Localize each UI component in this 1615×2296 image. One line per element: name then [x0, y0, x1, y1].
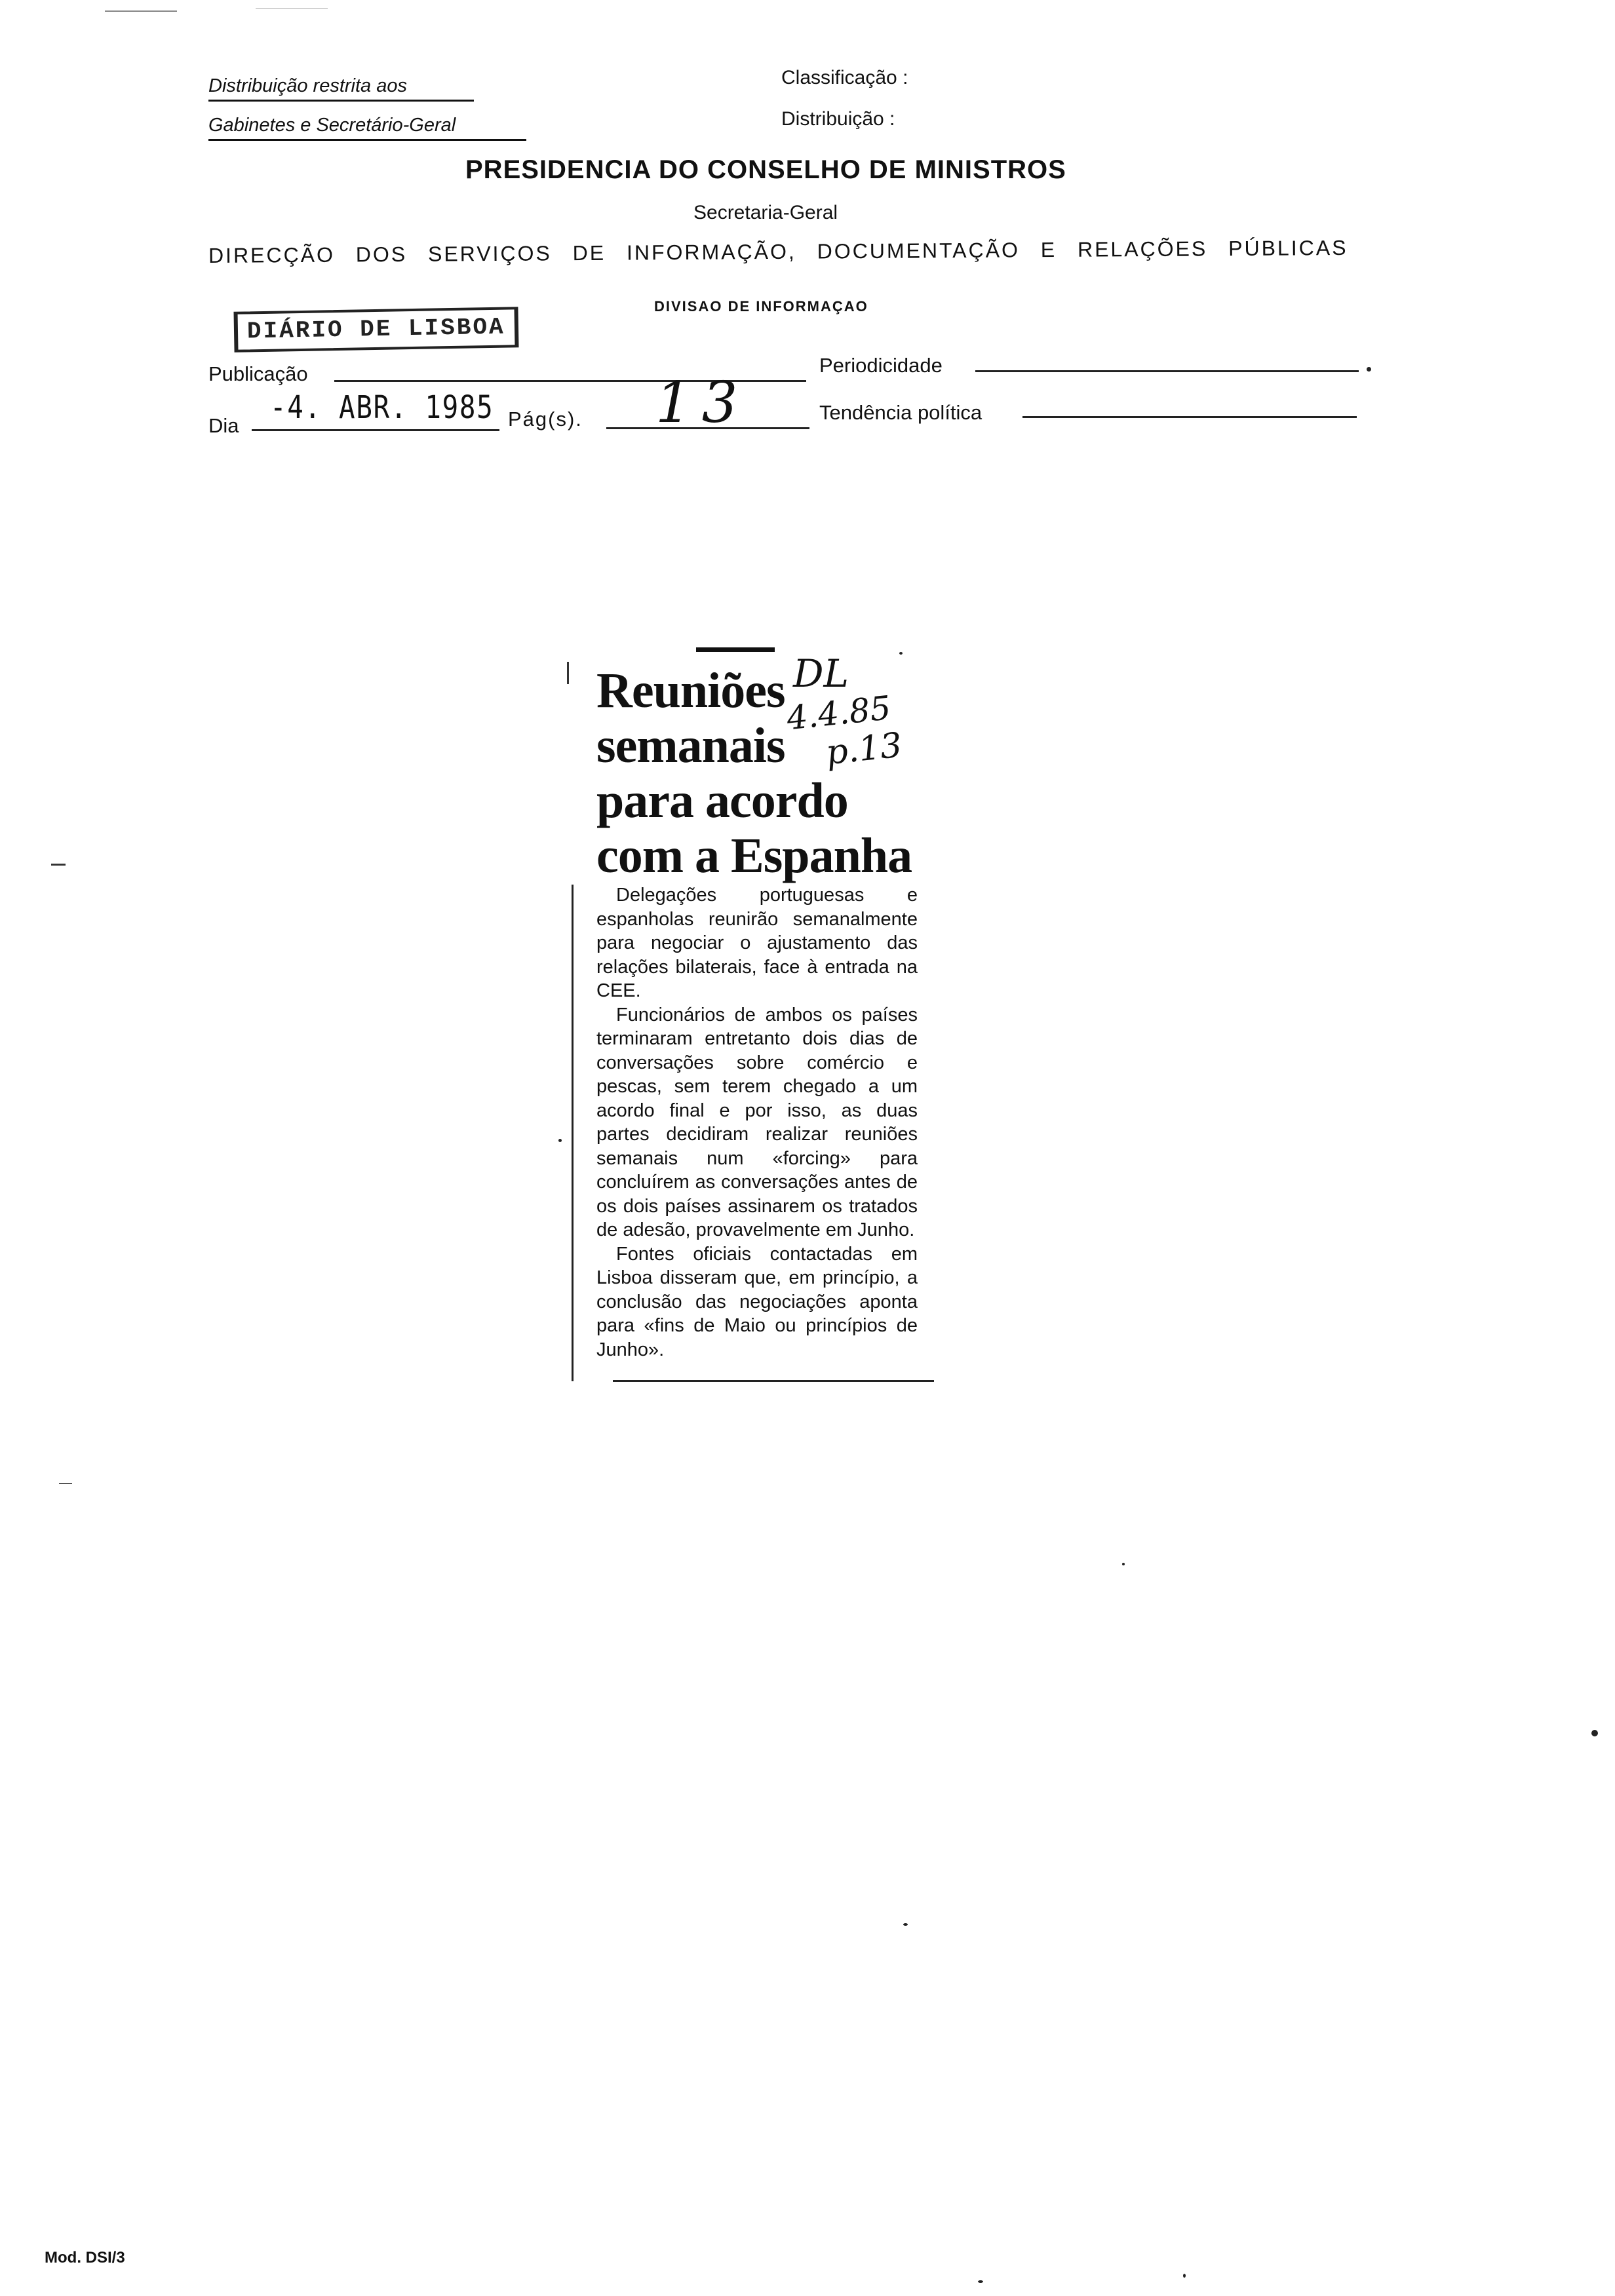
- distribuicao-label: Distribuição :: [781, 108, 895, 130]
- periodicidade-dot: [1367, 367, 1371, 372]
- clipping-left-rule: [572, 885, 574, 1381]
- handwritten-note-line-1: DL: [793, 651, 849, 696]
- scan-speck-3: [903, 1923, 908, 1926]
- publication-stamp: DIÁRIO DE LISBOA: [233, 307, 518, 353]
- scan-mark-top-2: [256, 8, 328, 9]
- divisao-informacao: DIVISAO DE INFORMAÇAO: [654, 298, 868, 315]
- headline-line-3: para acordo: [596, 773, 848, 828]
- publicacao-label: Publicação: [208, 362, 308, 385]
- scan-speck-4: [1122, 1563, 1125, 1565]
- tendencia-line: [1022, 416, 1357, 418]
- scan-speck-7: [899, 652, 903, 655]
- handwritten-note-line-3: p.13: [824, 725, 904, 773]
- clipping-article: [596, 883, 918, 1362]
- scan-speck-6: [1183, 2274, 1186, 2278]
- direccao-servicos: DIRECÇÃO DOS SERVIÇOS DE INFORMAÇÃO, DOCUMENTAÇÃO E RELAÇÕES PÚBLICAS: [208, 235, 1348, 267]
- handwritten-note: [785, 651, 944, 773]
- institution-name: PRESIDENCIA DO CONSELHO DE MINISTROS: [465, 155, 1066, 184]
- scan-dash-left-1: [51, 864, 66, 866]
- dia-line: [252, 429, 499, 431]
- dia-value: -4. ABR. 1985: [270, 389, 494, 426]
- clipping-top-rule: [696, 647, 775, 652]
- headline-line-2: semanais: [596, 718, 785, 773]
- scan-speck-1: [558, 1139, 562, 1142]
- headline-line-1: Reuniões: [596, 663, 785, 718]
- clipping-left-tick: [567, 662, 569, 684]
- periodicidade-line: [975, 370, 1359, 372]
- pags-value: 13: [655, 370, 749, 436]
- handwritten-note-line-2: 4.4.85: [785, 689, 893, 738]
- form-code: Mod. DSI/3: [45, 2249, 125, 2267]
- distribution-line-2: Gabinetes e Secretário-Geral: [208, 115, 526, 141]
- article-paragraph-3: Fontes oficiais contactadas em Lisboa disseram que, em princípio, a conclusão das negociações aponta para «fins de Maio ou princípios de Junho».: [596, 1243, 918, 1360]
- article-paragraph-2: Funcionários de ambos os países terminaram entretanto dois dias de conversações sobre comércio e pescas, sem terem chegado a um acordo final e por isso, as duas partes decidiram realizar reuniões semanais num «forcing» para concluírem as conversações antes de os dois países assinarem os tratados de adesão, provavelmente em Junho.: [596, 1004, 918, 1240]
- pags-line: [606, 427, 809, 429]
- tendencia-label: Tendência política: [819, 401, 983, 424]
- clipping-bottom-rule: [613, 1380, 934, 1382]
- scan-mark-top: [105, 10, 177, 12]
- distribution-line-1: Distribuição restrita aos: [208, 75, 474, 102]
- secretaria-geral: Secretaria-Geral: [693, 202, 838, 223]
- pags-label: Pág(s).: [508, 408, 583, 430]
- scan-speck-5: [978, 2280, 983, 2283]
- headline-line-4: com a Espanha: [596, 828, 912, 883]
- scan-dash-left-2: [59, 1483, 72, 1484]
- scan-speck-2: [1591, 1730, 1598, 1736]
- periodicidade-label: Periodicidade: [819, 354, 943, 377]
- classificacao-label: Classificação :: [781, 67, 908, 88]
- dia-label: Dia: [208, 414, 239, 437]
- article-paragraph-1: Delegações portuguesas e espanholas reunirão semanalmente para negociar o ajustamento das relações bilaterais, face à entrada na CEE.: [596, 885, 918, 1001]
- distribution-note: [208, 75, 523, 141]
